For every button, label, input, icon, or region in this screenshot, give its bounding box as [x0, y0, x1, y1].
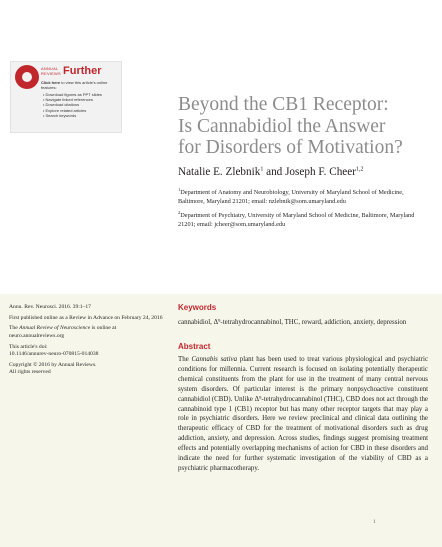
- abstract-body: plant has been used to treat various physiological and psychiatric conditions for millennia. Current research is focused on isolating potentially therapeutic chemical constituents from the plant for use in the treatment of many central nervous system disorders. Of particular interest is the primary nonpsychoactive constituent cannabidiol (CBD). Unlike Δ⁹-tetrahydrocannabinol (THC), CBD does not act through the cannabinoid type 1 (CB1) receptor but has many other receptor targets that may play a role in psychiatric disorders. Here we review preclinical and clinical data outlining the therapeutic efficacy of CBD for the treatment of motivational disorders such as drug addiction, anxiety, and depression. Across studies, findings suggest promising treatment effects and potentially overlapping mechanisms of action for CBD in these disorders and indicate the need for further systematic investigation of the viability of CBD as a psychiatric pharmacotherapy.: [178, 356, 429, 472]
- title-line: Beyond the CB1 Receptor:: [178, 94, 389, 115]
- further-online-features-box[interactable]: [10, 61, 122, 133]
- author-name: Natalie E. Zlebnik: [178, 166, 261, 178]
- doi-block: [9, 344, 164, 359]
- logo-text: [41, 67, 61, 76]
- affiliation-mark: 2: [178, 210, 181, 215]
- page-number: 1: [373, 520, 376, 525]
- journal-online: [9, 325, 164, 340]
- click-here-link[interactable]: Click here: [41, 80, 61, 85]
- abstract-text: [178, 355, 428, 474]
- doi-label: This article's doi:: [9, 343, 48, 350]
- feature-item[interactable]: • Download citations: [43, 102, 102, 107]
- title-line: Is Cannabidiol the Answer: [178, 115, 386, 137]
- affiliation-text: Department of Psychiatry, University of Maryland School of Medicine, Baltimore, Maryland 21201; email: jcheer@som.umaryland.edu: [178, 212, 415, 228]
- feature-item[interactable]: • Explore related articles: [43, 108, 102, 113]
- click-here-description: to view this article's online features:: [41, 80, 108, 90]
- citation: Annu. Rev. Neurosci. 2016. 39:1–17: [9, 304, 91, 310]
- title-line: for Disorders of Motivation?: [178, 137, 403, 158]
- logo-line-reviews: REVIEWS: [41, 70, 61, 76]
- affiliation-1: [178, 186, 428, 206]
- affiliation-2: [178, 209, 428, 229]
- doi-value[interactable]: 10.1146/annurev-neuro-070815-014038: [9, 350, 99, 357]
- author-affiliation-mark: 1: [260, 166, 264, 173]
- abstract-pre: The: [178, 356, 192, 363]
- author-separator: and: [263, 166, 286, 178]
- copyright-block: [9, 362, 164, 377]
- copyright: Copyright © 2016 by Annual Reviews.: [9, 361, 97, 368]
- affiliation-mark: 1: [178, 187, 181, 192]
- affiliation-text: Department of Anatomy and Neurobiology, University of Maryland School of Medicine, Baltimore, Maryland 21201; email: nzlebnik@som.umaryland.edu: [178, 189, 404, 205]
- species-name: Cannabis sativa: [191, 356, 238, 363]
- annual-reviews-logo-icon: [15, 65, 39, 89]
- features-list: [43, 92, 102, 118]
- feature-item[interactable]: • Search keywords: [43, 113, 102, 118]
- logo-line-annual: ANNUAL: [41, 66, 59, 71]
- journal-pre: The: [9, 325, 20, 332]
- author-affiliation-mark: 1,2: [355, 166, 364, 173]
- article-metadata: [9, 304, 164, 380]
- further-label: Further: [63, 65, 102, 77]
- abstract-heading: Abstract: [178, 342, 211, 351]
- authors: [178, 166, 363, 178]
- first-published: First published online as a Review in Advance on February 24, 2016: [9, 314, 163, 321]
- click-here-text[interactable]: [41, 80, 119, 90]
- feature-item[interactable]: • Navigate linked references: [43, 97, 102, 102]
- rights: All rights reserved: [9, 369, 51, 376]
- keywords-text: cannabidiol, Δ⁹-tetrahydrocannabinol, THC, reward, addiction, anxiety, depression: [178, 319, 407, 326]
- journal-url-text[interactable]: is online at neuro.annualreviews.org: [9, 325, 117, 339]
- author-name: Joseph F. Cheer: [285, 166, 356, 178]
- article-title: [178, 94, 433, 159]
- feature-item[interactable]: • Download figures as PPT slides: [43, 92, 102, 97]
- keywords-heading: Keywords: [178, 303, 217, 312]
- journal-name: Annual Review of Neuroscience: [19, 325, 91, 332]
